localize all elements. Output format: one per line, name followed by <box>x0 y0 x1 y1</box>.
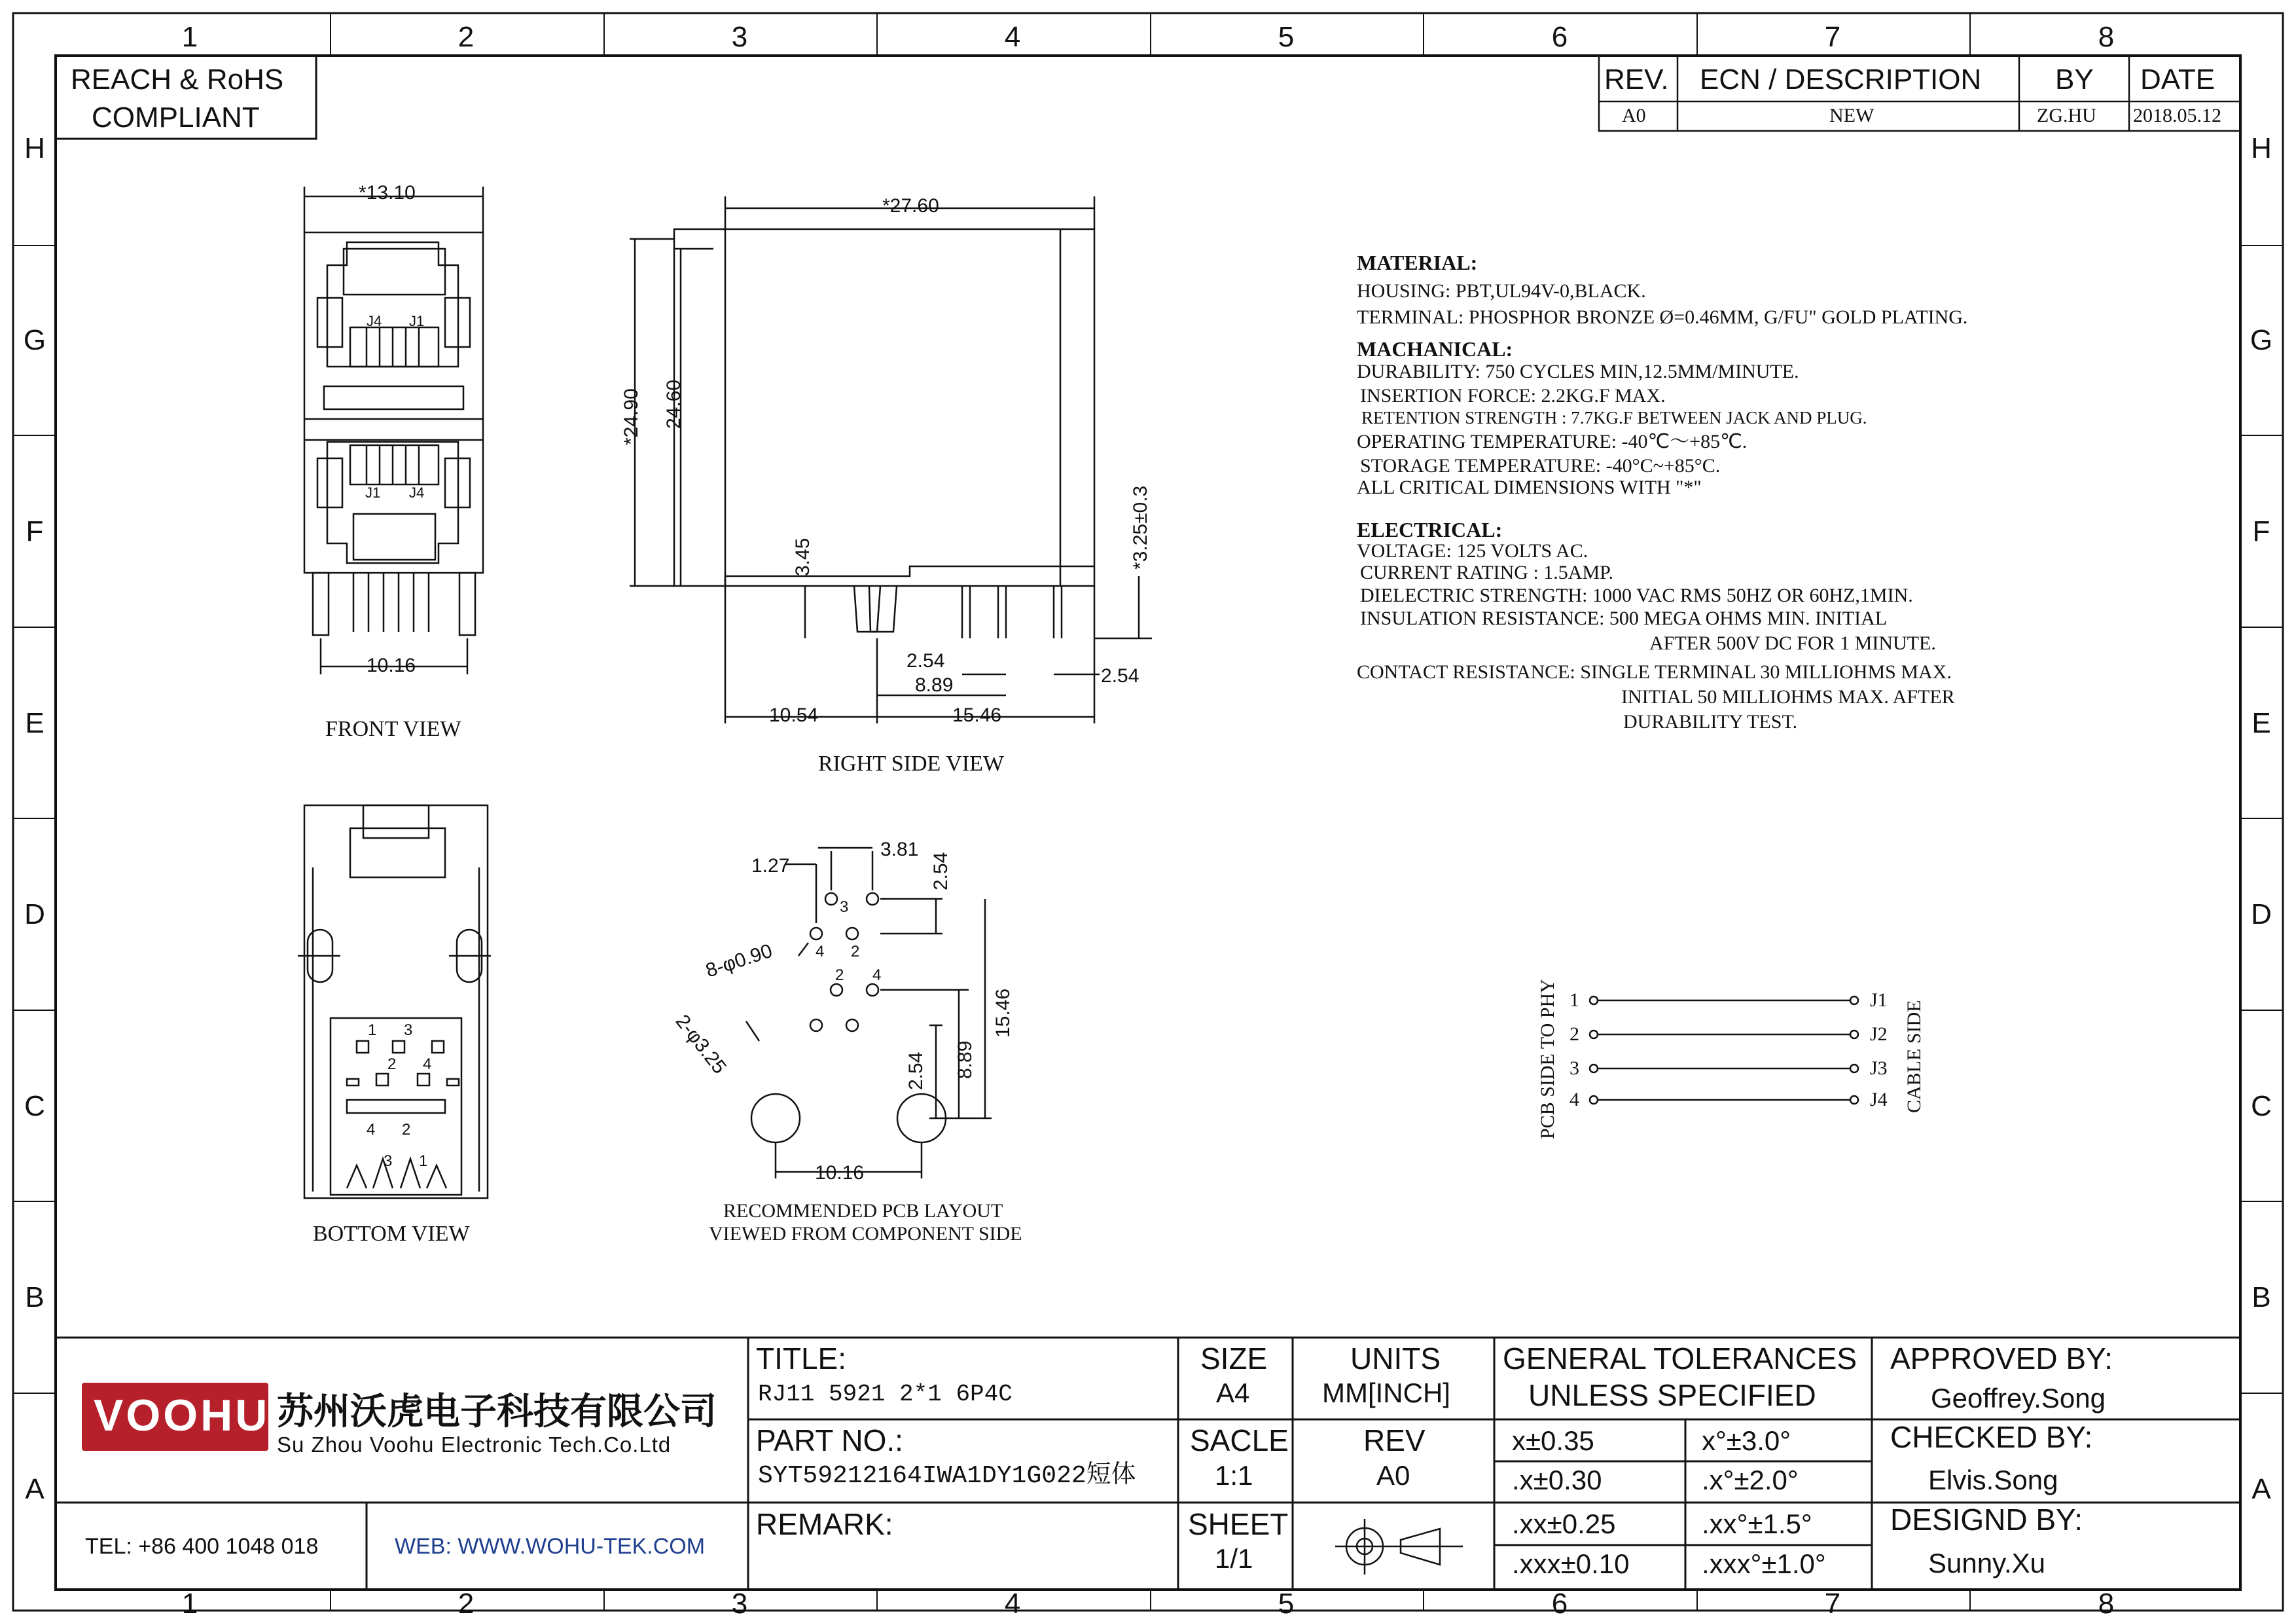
elec-insulation-cont: AFTER 500V DC FOR 1 MINUTE. <box>1649 632 1936 654</box>
zone-col-6: 6 <box>1551 21 1568 53</box>
company-name-cn: 苏州沃虎电子科技有限公司 <box>277 1391 717 1432</box>
side-span-dim: 8.89 <box>915 674 954 696</box>
schematic-pin-3: 3 <box>1570 1057 1579 1079</box>
pcb-dim-254-top: 2.54 <box>930 852 952 890</box>
part-number-label: PART NO.: <box>756 1423 903 1457</box>
tolerance-heading-2: UNLESS SPECIFIED <box>1528 1378 1816 1412</box>
side-height-dim-2: 24.60 <box>663 379 685 429</box>
part-number-value: SYT59212164IWA1DY1G022短体 <box>758 1462 1136 1490</box>
rev-by-value: ZG.HU <box>2037 105 2096 126</box>
bottom-pin-4-low: 4 <box>367 1121 376 1139</box>
elec-contact-cont-2: DURABILITY TEST. <box>1623 711 1798 733</box>
zone-row-b-right: B <box>2251 1281 2271 1313</box>
zone-row-a-right: A <box>2251 1473 2271 1505</box>
schematic-j1: J1 <box>1870 989 1888 1011</box>
units-value: MM[INCH] <box>1322 1377 1450 1408</box>
rev-block-value: A0 <box>1376 1460 1410 1491</box>
rev-description-value: NEW <box>1829 105 1874 126</box>
zone-col-4-bottom: 4 <box>1004 1588 1021 1620</box>
bottom-pin-3-low: 3 <box>384 1152 393 1170</box>
elec-voltage: VOLTAGE: 125 VOLTS AC. <box>1357 540 1588 562</box>
side-lead-dim: *3.25±0.3 <box>1130 485 1151 570</box>
tol-linear-3: .xxx±0.10 <box>1512 1548 1630 1579</box>
rev-value: A0 <box>1622 105 1646 126</box>
approved-by-label: APPROVED BY: <box>1890 1341 2113 1376</box>
zone-row-e: E <box>25 707 45 739</box>
schematic-pin-2: 2 <box>1570 1023 1579 1045</box>
front-label-j4-bottom: J4 <box>409 484 425 501</box>
side-leads-dim: 15.46 <box>952 704 1002 726</box>
zone-row-h-right: H <box>2251 132 2272 164</box>
bottom-view-drawing <box>298 805 491 1198</box>
schematic-lines <box>1590 996 1858 1104</box>
bottom-pin-1-top: 1 <box>368 1021 377 1039</box>
mech-durability: DURABILITY: 750 CYCLES MIN,12.5MM/MINUTE. <box>1357 361 1799 382</box>
zone-row-e-right: E <box>2251 707 2271 739</box>
zone-col-3-bottom: 3 <box>731 1588 748 1620</box>
rev-date-value: 2018.05.12 <box>2133 105 2221 126</box>
tol-linear-0: x±0.35 <box>1512 1425 1594 1456</box>
rev-header-date: DATE <box>2140 64 2215 96</box>
pcb-layout-title-1: RECOMMENDED PCB LAYOUT <box>723 1200 1003 1222</box>
scale-value: 1:1 <box>1215 1460 1253 1491</box>
material-housing: HOUSING: PBT,UL94V-0,BLACK. <box>1357 280 1646 302</box>
schematic-right-label: CABLE SIDE <box>1903 1000 1925 1113</box>
title-label: TITLE: <box>756 1341 847 1376</box>
zone-col-5: 5 <box>1278 21 1295 53</box>
pcb-dim-1546: 15.46 <box>992 988 1014 1038</box>
mech-critical-dims: ALL CRITICAL DIMENSIONS WITH "*" <box>1357 477 1702 498</box>
zone-row-h: H <box>24 132 45 164</box>
pcb-pin-4: 4 <box>816 943 825 960</box>
elec-contact: CONTACT RESISTANCE: SINGLE TERMINAL 30 MILLIOHMS MAX. <box>1357 661 1952 683</box>
tol-angular-3: .xxx°±1.0° <box>1702 1548 1826 1579</box>
rev-header-rev: REV. <box>1604 64 1669 96</box>
bottom-pin-2-low: 2 <box>402 1121 411 1139</box>
elec-insulation: INSULATION RESISTANCE: 500 MEGA OHMS MIN. INITIAL <box>1360 608 1888 629</box>
side-height-dim-1: *24.90 <box>620 388 642 445</box>
sheet-label: SHEET <box>1188 1507 1289 1541</box>
mech-retention: RETENTION STRENGTH : 7.7KG.F BETWEEN JACK AND PLUG. <box>1361 408 1867 428</box>
company-website[interactable]: WEB: WWW.WOHU-TEK.COM <box>395 1534 706 1559</box>
zone-col-3: 3 <box>731 21 748 53</box>
zone-row-c-right: C <box>2251 1090 2272 1122</box>
approved-by-value: Geoffrey.Song <box>1931 1383 2106 1413</box>
units-label: UNITS <box>1350 1341 1441 1376</box>
material-heading: MATERIAL: <box>1357 251 1478 274</box>
zone-col-7-bottom: 7 <box>1824 1588 1841 1620</box>
bottom-pin-3-top: 3 <box>404 1021 413 1039</box>
mech-insertion: INSERTION FORCE: 2.2KG.F MAX. <box>1360 385 1666 407</box>
pcb-layout-drawing <box>746 848 992 1178</box>
material-terminal: TERMINAL: PHOSPHOR BRONZE Ø=0.46MM, G/FU" GOLD PLATING. <box>1357 306 1968 328</box>
zone-col-8: 8 <box>2098 21 2115 53</box>
zone-col-7: 7 <box>1824 21 1841 53</box>
designed-by-label: DESIGND BY: <box>1890 1503 2083 1537</box>
right-side-view-title: RIGHT SIDE VIEW <box>818 752 1004 776</box>
zone-row-g-right: G <box>2250 324 2273 356</box>
compliance-line-1: REACH & RoHS <box>71 64 284 96</box>
rev-header-by: BY <box>2055 64 2094 96</box>
tol-linear-1: .x±0.30 <box>1512 1465 1602 1495</box>
schematic-j4: J4 <box>1870 1089 1888 1110</box>
bottom-pin-2-top: 2 <box>387 1055 397 1073</box>
elec-dielectric: DIELECTRIC STRENGTH: 1000 VAC RMS 50HZ OR 60HZ,1MIN. <box>1360 585 1913 606</box>
zone-row-f: F <box>26 515 44 547</box>
side-peg-dim: 3.45 <box>792 538 814 576</box>
tol-angular-1: .x°±2.0° <box>1702 1465 1799 1495</box>
zone-col-6-bottom: 6 <box>1551 1588 1568 1620</box>
front-label-j1-top: J1 <box>409 313 425 329</box>
schematic-left-label: PCB SIDE TO PHY <box>1537 979 1558 1139</box>
company-name-en: Su Zhou Voohu Electronic Tech.Co.Ltd <box>277 1432 672 1457</box>
tolerance-heading-1: GENERAL TOLERANCES <box>1503 1341 1857 1376</box>
zone-col-2: 2 <box>457 21 475 53</box>
zone-col-8-bottom: 8 <box>2098 1588 2115 1620</box>
pcb-dim-381: 3.81 <box>880 839 919 860</box>
zone-row-f-right: F <box>2252 515 2270 547</box>
pcb-dim-254-bottom: 2.54 <box>905 1051 927 1090</box>
logo-text: VOOHU <box>94 1391 270 1440</box>
checked-by-value: Elvis.Song <box>1928 1465 2058 1495</box>
designed-by-value: Sunny.Xu <box>1928 1548 2046 1578</box>
bottom-pin-1-low: 1 <box>419 1152 428 1170</box>
zone-col-1: 1 <box>181 21 198 53</box>
pcb-pin-2-lower: 2 <box>835 966 844 984</box>
pcb-pin-3: 3 <box>840 898 849 916</box>
tol-angular-2: .xx°±1.5° <box>1702 1508 1812 1539</box>
schematic-j3: J3 <box>1870 1057 1888 1079</box>
zone-row-a: A <box>25 1473 45 1505</box>
front-pitch-dim: 10.16 <box>367 655 416 676</box>
mechanical-heading: MACHANICAL: <box>1357 337 1513 361</box>
bottom-view-title: BOTTOM VIEW <box>313 1222 470 1246</box>
mech-storage-temp: STORAGE TEMPERATURE: -40°C~+85°C. <box>1360 455 1721 477</box>
pcb-pin-4-lower: 4 <box>872 966 882 984</box>
title-value: RJ11 5921 2*1 6P4C <box>758 1381 1013 1408</box>
zone-col-1-bottom: 1 <box>181 1588 198 1620</box>
elec-current: CURRENT RATING : 1.5AMP. <box>1360 562 1613 583</box>
mech-operating-temp: OPERATING TEMPERATURE: -40℃～+85℃. <box>1357 431 1748 452</box>
sheet-value: 1/1 <box>1215 1543 1253 1574</box>
side-offset-dim: 10.54 <box>769 704 819 726</box>
scale-label: SACLE <box>1190 1423 1289 1457</box>
pcb-dim-1016: 10.16 <box>815 1162 865 1184</box>
zone-col-2-bottom: 2 <box>457 1588 475 1620</box>
zone-row-d: D <box>24 898 45 930</box>
elec-contact-cont-1: INITIAL 50 MILLIOHMS MAX. AFTER <box>1621 686 1955 708</box>
right-side-view-drawing <box>630 196 1152 726</box>
pcb-hole-callout: 8-φ0.90 <box>703 939 775 982</box>
front-view-drawing <box>304 187 483 674</box>
company-phone: TEL: +86 400 1048 018 <box>85 1534 319 1559</box>
electrical-heading: ELECTRICAL: <box>1357 518 1503 541</box>
size-label: SIZE <box>1200 1341 1268 1376</box>
pcb-pin-2: 2 <box>851 943 860 960</box>
schematic-j2: J2 <box>1870 1023 1888 1045</box>
remark-label: REMARK: <box>756 1507 893 1541</box>
projection-symbol <box>1335 1519 1463 1575</box>
side-pitch-dim-b: 2.54 <box>1101 665 1139 687</box>
pcb-dim-127: 1.27 <box>751 855 790 877</box>
pcb-dim-889: 8.89 <box>954 1040 976 1079</box>
bottom-pin-4-top: 4 <box>423 1055 432 1073</box>
front-width-dim: *13.10 <box>359 182 416 204</box>
zone-row-b: B <box>25 1281 45 1313</box>
zone-row-d-right: D <box>2251 898 2272 930</box>
pcb-layout-title-2: VIEWED FROM COMPONENT SIDE <box>709 1223 1022 1245</box>
side-pitch-dim-a: 2.54 <box>906 650 945 672</box>
zone-row-c: C <box>24 1090 45 1122</box>
schematic-pin-4: 4 <box>1570 1089 1579 1110</box>
checked-by-label: CHECKED BY: <box>1890 1420 2093 1454</box>
size-value: A4 <box>1216 1377 1250 1408</box>
schematic-pin-1: 1 <box>1570 989 1579 1011</box>
rev-header-description: ECN / DESCRIPTION <box>1700 64 1982 96</box>
front-label-j4-top: J4 <box>367 313 382 329</box>
zone-col-4: 4 <box>1004 21 1021 53</box>
compliance-line-2: COMPLIANT <box>92 101 260 134</box>
front-view-title: FRONT VIEW <box>325 717 461 741</box>
side-length-dim: *27.60 <box>882 195 939 217</box>
tol-angular-0: x°±3.0° <box>1702 1425 1791 1456</box>
pcb-mount-hole-callout: 2-φ3.25 <box>671 1010 730 1078</box>
zone-row-g: G <box>23 324 46 356</box>
company-logo <box>82 1383 268 1451</box>
front-label-j1-bottom: J1 <box>365 484 381 501</box>
rev-label: REV <box>1363 1423 1426 1457</box>
tol-linear-2: .xx±0.25 <box>1512 1508 1616 1539</box>
zone-col-5-bottom: 5 <box>1278 1588 1295 1620</box>
